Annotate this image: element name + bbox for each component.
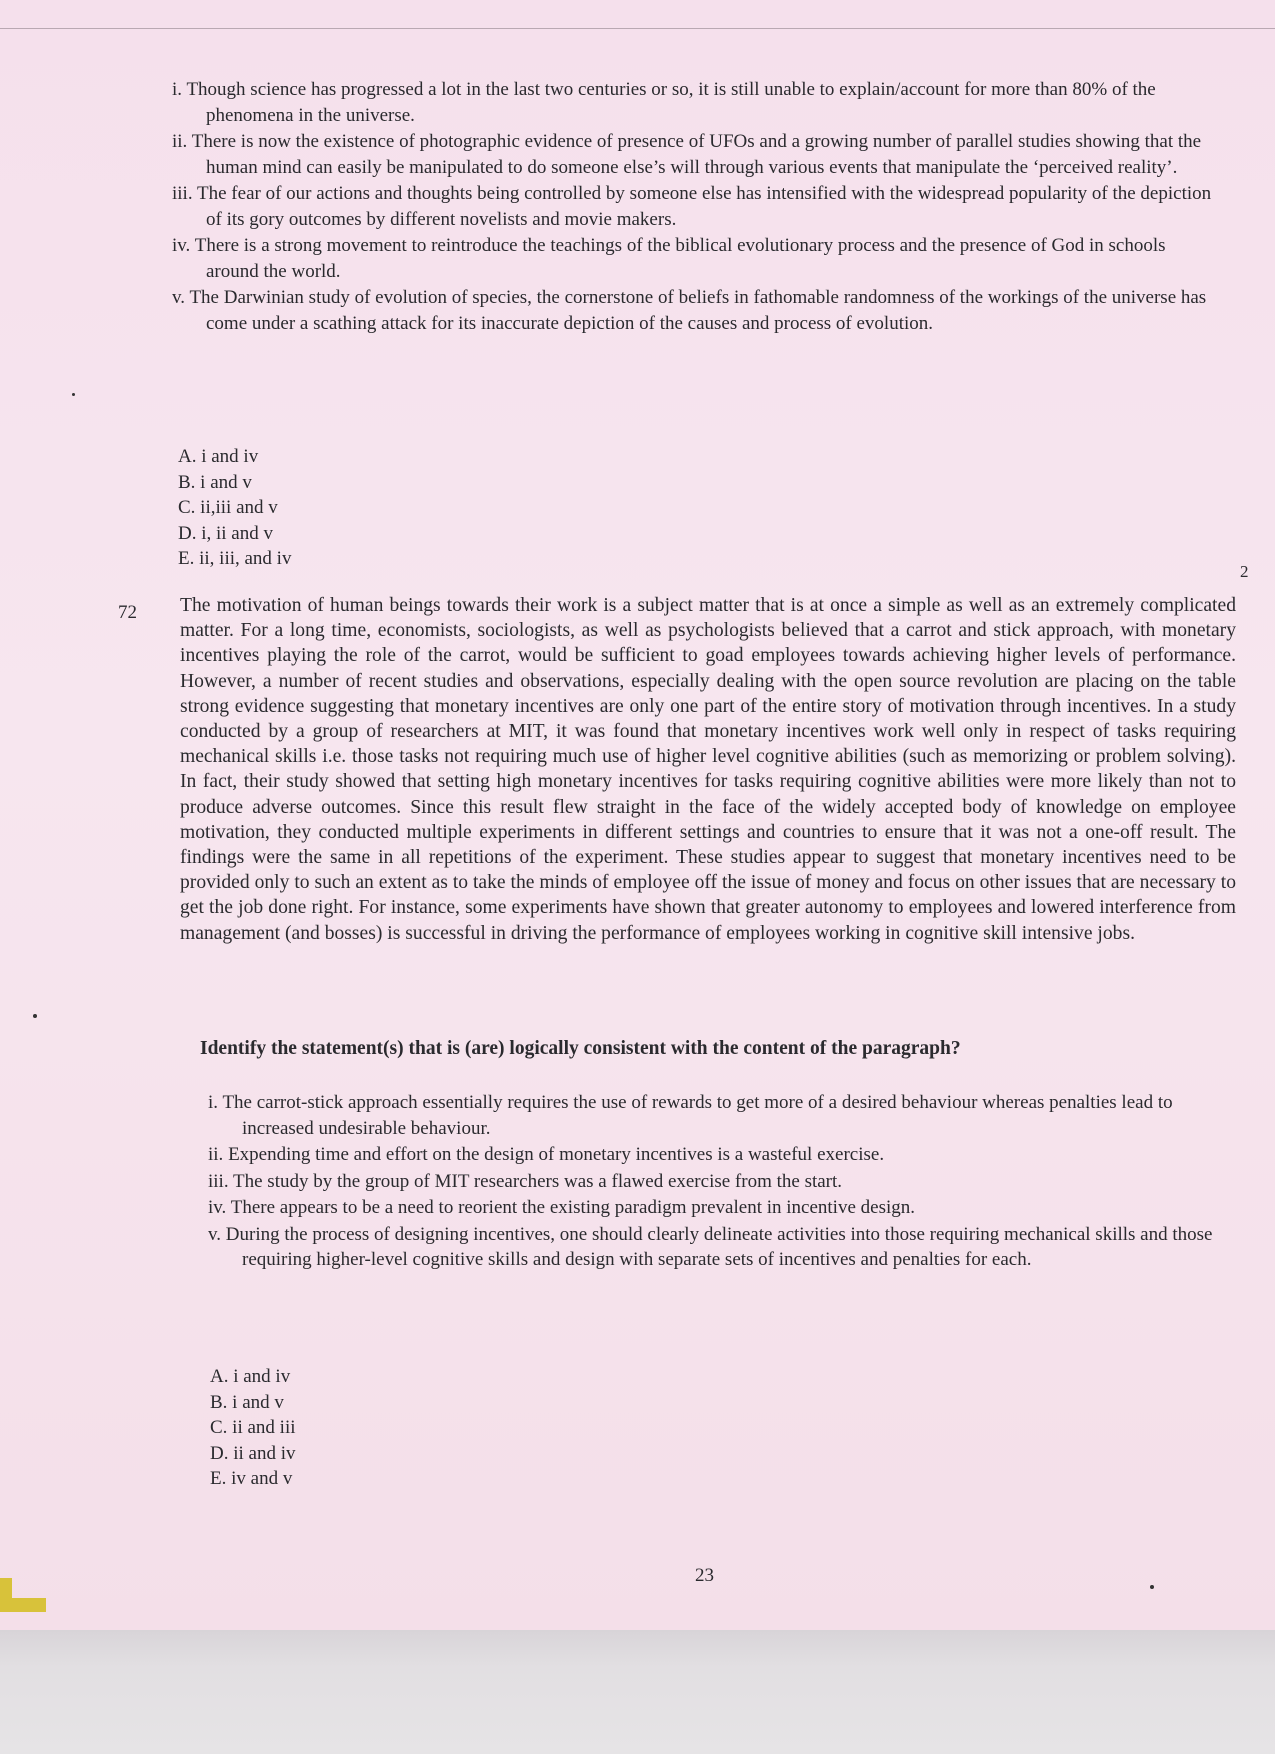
header-rule: [0, 28, 1275, 29]
question-statements: [208, 1090, 1238, 1274]
question-number: 72: [118, 602, 137, 623]
option-d: D. i, ii and v: [178, 522, 273, 544]
scanner-bed-margin: [0, 1630, 1275, 1754]
statement-iv: iv. There appears to be a need to reorient the existing paradigm prevalent in incentive design.: [208, 1197, 915, 1218]
statement-i: i. Though science has progressed a lot in the last two centuries or so, it is still unable to explain/account for more than 80% of the phenomena in the universe.: [172, 79, 1156, 126]
previous-question-statements: [172, 77, 1212, 337]
speck: [1150, 1585, 1154, 1589]
speck: [33, 1014, 37, 1018]
question-options: [210, 1364, 296, 1492]
previous-question-options: [178, 444, 291, 572]
question-passage: The motivation of human beings towards their work is a subject matter that is at once a simple as well as an extremely complicated matter. For a long time, economists, sociologists, as well as psychologists believed that a carrot and stick approach, with monetary incentives playing the role of the carrot, would be sufficient to goad employees towards achieving higher levels of performance. However, a number of recent studies and observations, especially dealing with the open source revolution are placing on the table strong evidence suggesting that monetary incentives are only one part of the entire story of motivation through incentives. In a study conducted by a group of researchers at MIT, it was found that monetary incentives work well only in respect of tasks requiring mechanical skills i.e. those tasks not requiring much use of higher level cognitive abilities (such as memorizing or problem solving). In fact, their study showed that setting high monetary incentives for tasks requiring cognitive abilities were more likely than not to produce adverse outcomes. Since this result flew straight in the face of the widely accepted body of knowledge on employee motivation, they conducted multiple experiments in different settings and countries to ensure that it was not a one-off result. The findings were the same in all repetitions of the experiment. These studies appear to suggest that monetary incentives need to be provided only to such an extent as to take the minds of employee off the issue of money and focus on other issues that are necessary to get the job done right. For instance, some experiments have shown that greater autonomy to employees and lowered interference from management (and bosses) is successful in driving the performance of employees working in cognitive skill intensive jobs.: [180, 595, 1236, 944]
statement-iii: iii. The study by the group of MIT researchers was a flawed exercise from the start.: [208, 1170, 843, 1192]
option-a: A. i and iv: [210, 1366, 291, 1387]
statement-ii: ii. There is now the existence of photographic evidence of presence of UFOs and a growing number of parallel studies showing that the human mind can easily be manipulated to do someone else’s will through various events that manipulate the ‘perceived reality’.: [172, 131, 1202, 178]
statement-i: i. The carrot-stick approach essentially requires the use of rewards to get more of a desired behaviour whereas penalties lead to increased undesirable behaviour.: [208, 1092, 1173, 1139]
option-e: E. iv and v: [210, 1468, 293, 1489]
statement-v: v. During the process of designing incentives, one should clearly delineate activities into those requiring mechanical skills and those requiring higher-level cognitive skills and design with separate sets of incentives and penalties for each.: [208, 1223, 1213, 1270]
option-a: A. i and iv: [178, 446, 259, 467]
speck: [72, 393, 75, 396]
corner-marker-vertical: [0, 1578, 12, 1612]
question-prompt: Identify the statement(s) that is (are) logically consistent with the content of the paragraph?: [200, 1038, 961, 1059]
statement-ii: ii. Expending time and effort on the design of monetary incentives is a wasteful exercise.: [208, 1144, 885, 1165]
page-number: 23: [695, 1565, 714, 1586]
question-marks: 2: [1240, 562, 1249, 581]
statement-v: v. The Darwinian study of evolution of species, the cornerstone of beliefs in fathomable randomness of the workings of the universe has come under a scathing attack for its inaccurate depiction of the causes and process of evolution.: [172, 287, 1207, 334]
option-d: D. ii and iv: [210, 1442, 296, 1464]
statement-iii: iii. The fear of our actions and thoughts being controlled by someone else has intensified with the widespread popularity of the depiction of its gory outcomes by different novelists and movie makers.: [172, 183, 1212, 230]
statement-iv: iv. There is a strong movement to reintroduce the teachings of the biblical evolutionary process and the presence of God in schools around the world.: [172, 235, 1166, 282]
option-c: C. ii,iii and v: [178, 497, 278, 518]
option-b: B. i and v: [210, 1391, 284, 1413]
option-c: C. ii and iii: [210, 1417, 296, 1438]
option-e: E. ii, iii, and iv: [178, 548, 292, 569]
option-b: B. i and v: [178, 471, 252, 493]
